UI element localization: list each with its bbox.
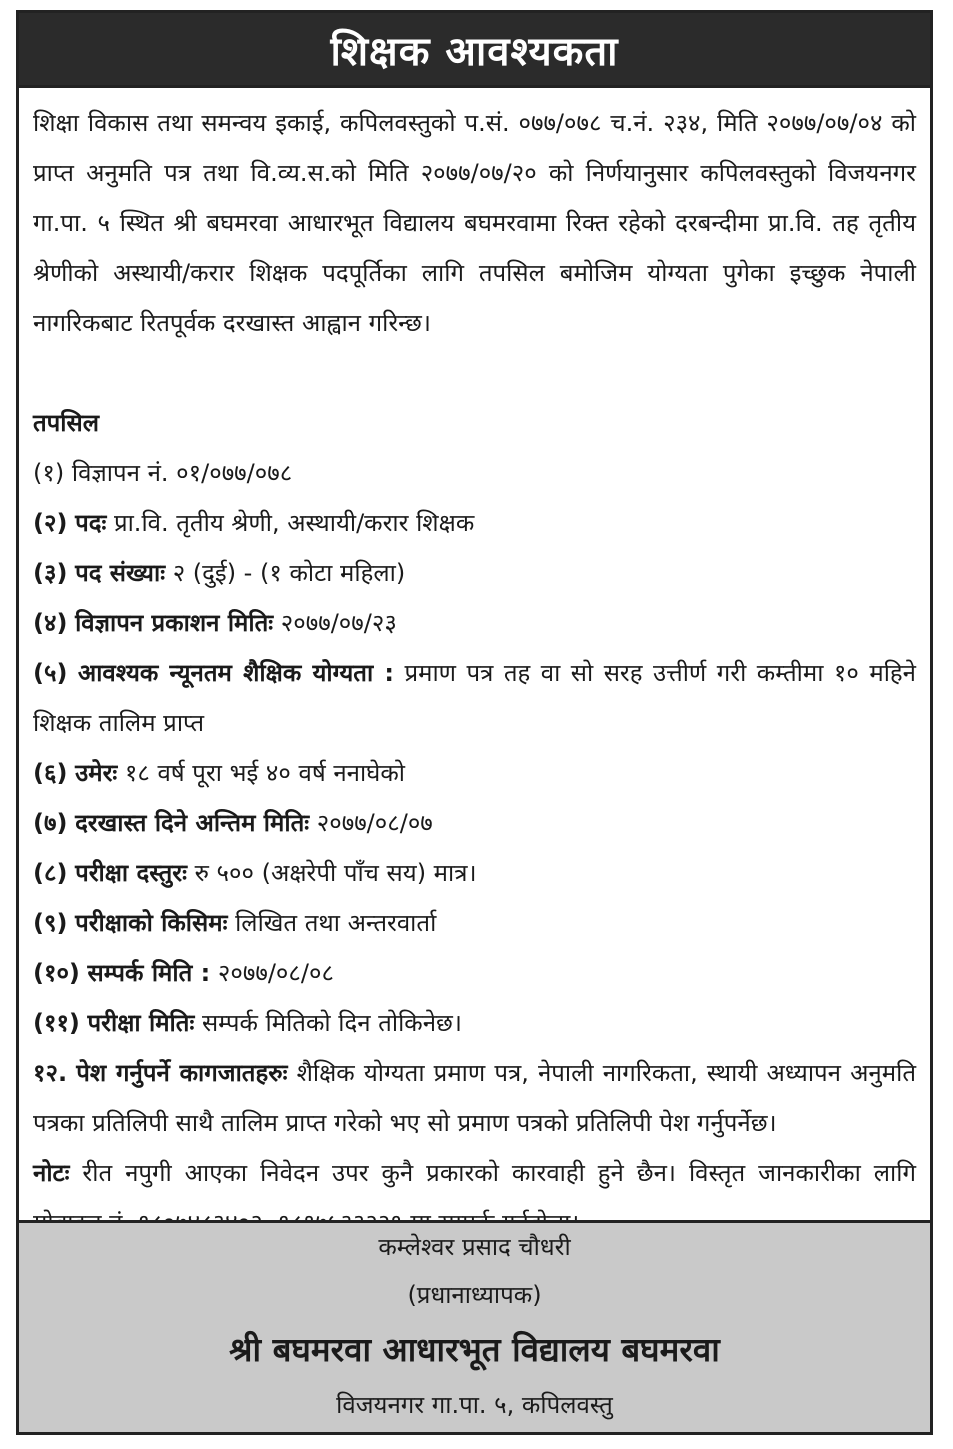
detail-item-3	[33, 548, 916, 598]
item-label: दरखास्त दिने अन्तिम मितिः	[75, 809, 310, 837]
item-label: पद संख्याः	[75, 559, 166, 587]
item-text: २०७७/०८/०७	[316, 809, 433, 837]
item-text: प्रमाण पत्र तह वा सो सरह उत्तीर्ण गरी कम्तीमा १० महिने शिक्षक तालिम प्राप्त	[33, 659, 916, 737]
item-number: (८)	[33, 859, 68, 887]
item-text: २०७७/०८/०८	[217, 959, 334, 987]
title-bar	[19, 13, 930, 88]
detail-item-8	[33, 848, 916, 898]
item-text: शैक्षिक योग्यता प्रमाण पत्र, नेपाली नागरिकता, स्थायी अध्यापन अनुमति पत्रका प्रतिलिपी साथै तालिम प्राप्त गरेको भए सो प्रमाण पत्रको प्रतिलिपी पेश गर्नुपर्नेछ।	[33, 1059, 917, 1137]
detail-item-5	[33, 648, 916, 748]
detail-item-4	[33, 598, 916, 648]
item-text: सम्पर्क मितिको दिन तोकिनेछ।	[201, 1009, 462, 1037]
item-label: पदः	[75, 509, 107, 537]
detail-item-12	[33, 1048, 916, 1148]
item-number: (४)	[33, 609, 68, 637]
signature-block	[19, 1220, 930, 1432]
tapasil-heading: तपसिल	[33, 409, 100, 437]
item-number: (६)	[33, 759, 68, 787]
item-label: सम्पर्क मिति :	[87, 959, 211, 987]
signatory-designation: (प्रधानाध्यापक)	[407, 1281, 542, 1309]
detail-item-11	[33, 998, 916, 1048]
notice-frame	[16, 10, 933, 1435]
notice-body	[19, 88, 930, 1248]
item-label: विज्ञापन प्रकाशन मितिः	[75, 609, 274, 637]
item-number: (१०)	[33, 959, 80, 987]
notice-title: शिक्षक आवश्यकता	[330, 28, 619, 75]
item-text: २ (दुई) - (१ कोटा महिला)	[172, 559, 406, 587]
item-text: लिखित तथा अन्तरवार्ता	[235, 909, 437, 937]
signatory-name: कम्लेश्वर प्रसाद चौधरी	[378, 1233, 571, 1261]
item-number: (१)	[33, 459, 65, 487]
item-text: प्रा.वि. तृतीय श्रेणी, अस्थायी/करार शिक्षक	[113, 509, 475, 537]
item-label: उमेरः	[75, 759, 118, 787]
item-label: आवश्यक न्यूनतम शैक्षिक योग्यता :	[77, 659, 394, 687]
item-label: परीक्षा दस्तुरः	[75, 859, 187, 887]
item-label: परीक्षाको किसिमः	[75, 909, 228, 937]
item-number: (२)	[33, 509, 68, 537]
detail-item-2	[33, 498, 916, 548]
item-text: रु ५०० (अक्षरेपी पाँच सय) मात्र।	[194, 859, 477, 887]
item-number: (११)	[33, 1009, 80, 1037]
school-address: विजयनगर गा.पा. ५, कपिलवस्तु	[336, 1391, 613, 1419]
item-text: विज्ञापन नं. ०१/०७७/०७८	[71, 459, 293, 487]
item-number: (९)	[33, 909, 68, 937]
item-number: (५)	[33, 659, 68, 687]
item-text: २०७७/०७/२३	[280, 609, 397, 637]
note-text: रीत नपुगी आएका निवेदन उपर कुनै प्रकारको कारवाही हुने छैन। विस्तृत जानकारीका लागि	[82, 1159, 916, 1187]
detail-item-10	[33, 948, 916, 998]
note-label: नोटः	[33, 1159, 70, 1187]
item-label: परीक्षा मितिः	[87, 1009, 195, 1037]
intro-paragraph: शिक्षा विकास तथा समन्वय इकाई, कपिलवस्तुको प.सं. ०७७/०७८ च.नं. २३४, मिति २०७७/०७/०४ को प्राप्त अनुमति पत्र तथा वि.व्य.स.को मिति २०७७/०७/२० को निर्णयानुसार कपिलवस्तुको विजयनगर गा.पा. ५ स्थित श्री बघमरवा आधारभूत विद्यालय बघमरवामा रिक्त रहेको दरबन्दीमा प्रा.वि. तह तृतीय श्रेणीको अस्थायी/करार शिक्षक पदपूर्तिका लागि तपसिल बमोजिम योग्यता पुगेका इच्छुक नेपाली नागरिकबाट रितपूर्वक दरखास्त आह्वान गरिन्छ।	[33, 109, 916, 337]
item-text: १८ वर्ष पूरा भई ४० वर्ष ननाघेको	[124, 759, 406, 787]
item-number: (७)	[33, 809, 68, 837]
school-name: श्री बघमरवा आधारभूत विद्यालय बघमरवा	[229, 1330, 720, 1369]
item-number: १२.	[33, 1059, 68, 1087]
detail-item-1	[33, 448, 916, 498]
item-number: (३)	[33, 559, 68, 587]
detail-item-6	[33, 748, 916, 798]
item-label: पेश गर्नुपर्ने कागजातहरुः	[76, 1059, 288, 1087]
detail-item-9	[33, 898, 916, 948]
detail-item-7	[33, 798, 916, 848]
